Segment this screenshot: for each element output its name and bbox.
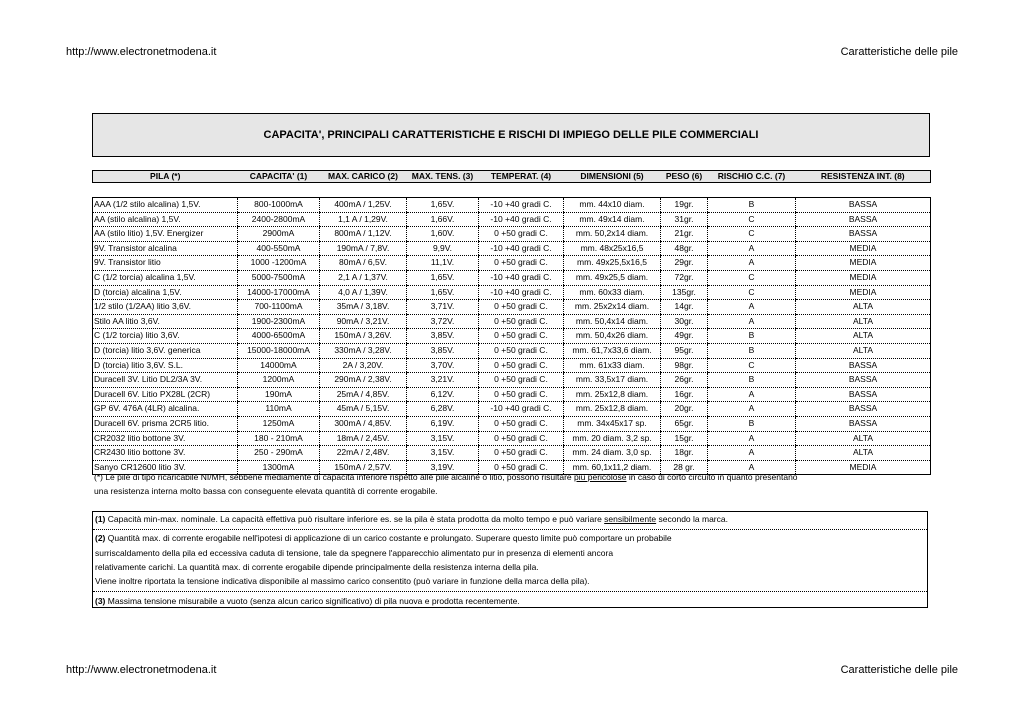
table-cell: MEDIA [796,460,931,475]
table-row [93,241,931,256]
table-cell: 800mA / 1,12V. [320,227,407,242]
main-title-box [92,113,930,157]
table-cell: 800-1000mA [238,198,320,213]
table-cell: 1300mA [238,460,320,475]
table-row [93,373,931,388]
table-cell: mm. 25x12,8 diam. [564,402,661,417]
table-cell: MEDIA [796,270,931,285]
table-cell: A [708,402,796,417]
table-cell: 14000-17000mA [238,285,320,300]
table-cell: 45mA / 5,15V. [320,402,407,417]
table-row [93,300,931,315]
table-cell: C [708,270,796,285]
table-cell: CR2430 litio bottone 3V. [93,446,238,461]
table-cell: -10 +40 gradi C. [479,198,564,213]
table-cell: 14000mA [238,358,320,373]
table-cell: 15000-18000mA [238,343,320,358]
table-cell: 35mA / 3,18V. [320,300,407,315]
note-2-line-2: surriscaldamento della pila ed eccessiva caduta di tensione, tale da spegnere l'apparecchio alimentato pur in presenza di elementi ancora [95,548,614,558]
table-cell: mm. 61x33 diam. [564,358,661,373]
table-cell: 1250mA [238,416,320,431]
table-row [93,256,931,271]
note-2-line-4: Viene inoltre riportata la tensione indicativa disponibile al massimo carico consentito (può variare in funzione della marca della pila). [95,576,590,586]
table-cell: 21gr. [661,227,708,242]
table-cell: mm. 33,5x17 diam. [564,373,661,388]
table-cell: 18mA / 2,45V. [320,431,407,446]
table-cell: 1,60V. [407,227,479,242]
table-cell: 0 +50 gradi C. [479,329,564,344]
table-cell: 3,15V. [407,431,479,446]
footnote-underlined: più pericolose [574,472,627,482]
table-cell: 6,19V. [407,416,479,431]
table-cell: mm. 49x25,5x16,5 [564,256,661,271]
column-header: RESISTENZA INT. (8) [820,171,905,181]
table-cell: 3,85V. [407,329,479,344]
table-cell: 6,28V. [407,402,479,417]
note-2-number: (2) [95,533,106,543]
table-cell: MEDIA [796,256,931,271]
table-cell: 11,1V. [407,256,479,271]
note-1-underlined: sensibilmente [604,514,657,524]
table-cell: mm. 50,4x26 diam. [564,329,661,344]
column-header: DIMENSIONI (5) [580,171,644,181]
column-header: RISCHIO C.C. (7) [717,171,786,181]
table-cell: 300mA / 4,85V. [320,416,407,431]
column-header: CAPACITA' (1) [249,171,308,181]
footnote-line-1 [94,472,798,483]
table-cell: 98gr. [661,358,708,373]
table-row [93,198,931,213]
table-cell: C [708,358,796,373]
table-cell: -10 +40 gradi C. [479,270,564,285]
table-cell: 290mA / 2,38V. [320,373,407,388]
table-cell: 9V. Transistor alcalina [93,241,238,256]
table-row [93,314,931,329]
battery-table-body [93,198,931,475]
table-cell: 0 +50 gradi C. [479,300,564,315]
table-cell: mm. 34x45x17 sp. [564,416,661,431]
table-cell: 25mA / 4,85V. [320,387,407,402]
table-cell: ALTA [796,300,931,315]
header-url: http://www.electronetmodena.it [66,46,217,58]
column-header: MAX. TENS. (3) [411,171,474,181]
table-cell: 0 +50 gradi C. [479,416,564,431]
table-cell: MEDIA [796,241,931,256]
table-cell: 2400-2800mA [238,212,320,227]
table-cell: GP 6V. 476A (4LR) alcalina. [93,402,238,417]
table-cell: 16gr. [661,387,708,402]
table-cell: 0 +50 gradi C. [479,314,564,329]
note-divider [93,591,927,592]
table-cell: A [708,460,796,475]
table-cell: 1,1 A / 1,29V. [320,212,407,227]
table-cell: 30gr. [661,314,708,329]
table-cell: 0 +50 gradi C. [479,460,564,475]
table-cell: B [708,329,796,344]
table-cell: 3,85V. [407,343,479,358]
table-cell: mm. 50,2x14 diam. [564,227,661,242]
note-divider [93,529,927,530]
footnote-text: in caso di corto circuito in quanto presentano [626,472,798,482]
table-cell: 1,66V. [407,212,479,227]
table-cell: 0 +50 gradi C. [479,446,564,461]
table-cell: -10 +40 gradi C. [479,285,564,300]
table-cell: mm. 25x2x14 diam. [564,300,661,315]
table-cell: 3,15V. [407,446,479,461]
note-2-line-3: relativamente carichi. La quantità max. di corrente erogabile dipende principalmente della resistenza interna della pila. [95,562,539,572]
table-cell: 135gr. [661,285,708,300]
footnote-text: (*) Le pile di tipo ricaricabile NI/MH, sebbene mediamente di capacità inferiore rispetto alle pile alcaline o litio, possono risultare [94,472,575,482]
table-cell: mm. 49x14 diam. [564,212,661,227]
column-header: PESO (6) [665,171,703,181]
table-cell: ALTA [796,329,931,344]
table-cell: 2900mA [238,227,320,242]
table-cell: 250 - 290mA [238,446,320,461]
table-cell: 1,65V. [407,285,479,300]
table-cell: -10 +40 gradi C. [479,402,564,417]
table-cell: ALTA [796,431,931,446]
table-cell: 3,72V. [407,314,479,329]
table-cell: 3,19V. [407,460,479,475]
table-cell: BASSA [796,416,931,431]
table-cell: mm. 61,7x33,6 diam. [564,343,661,358]
table-row [93,285,931,300]
table-cell: AA (stilo alcalina) 1,5V. [93,212,238,227]
table-cell: 110mA [238,402,320,417]
table-cell: 9,9V. [407,241,479,256]
table-cell: 20gr. [661,402,708,417]
table-cell: BASSA [796,387,931,402]
table-cell: BASSA [796,358,931,373]
table-row [93,329,931,344]
table-cell: D (torcia) litio 3,6V. generica [93,343,238,358]
table-cell: B [708,416,796,431]
column-header: PILA (*) [150,171,181,181]
table-cell: mm. 24 diam. 3,0 sp. [564,446,661,461]
table-cell: 0 +50 gradi C. [479,227,564,242]
note-2-text: Quantità max. di corrente erogabile nell'ipotesi di applicazione di un carico costante e prolungato. Superare questo limite può comportare un probabile [105,533,672,543]
table-cell: 95gr. [661,343,708,358]
notes-box [92,511,928,608]
table-cell: 2,1 A / 1,37V. [320,270,407,285]
table-cell: MEDIA [796,285,931,300]
table-cell: mm. 60,1x11,2 diam. [564,460,661,475]
main-title: CAPACITA', PRINCIPALI CARATTERISTICHE E RISCHI DI IMPIEGO DELLE PILE COMMERCIALI [263,129,759,141]
table-cell: 150mA / 3,26V. [320,329,407,344]
table-cell: AA (stilo litio) 1,5V. Energizer [93,227,238,242]
table-cell: D (torcia) litio 3,6V. S.L. [93,358,238,373]
note-1 [95,514,728,525]
table-cell: 15gr. [661,431,708,446]
table-cell: Duracell 3V. Litio DL2/3A 3V. [93,373,238,388]
column-header-row [93,171,931,183]
table-row [93,387,931,402]
table-cell: 0 +50 gradi C. [479,387,564,402]
table-row [93,358,931,373]
table-cell: 80mA / 6,5V. [320,256,407,271]
table-cell: 2A / 3,20V. [320,358,407,373]
table-cell: mm. 44x10 diam. [564,198,661,213]
table-cell: mm. 48x25x16,5 [564,241,661,256]
table-row [93,402,931,417]
footer-title: Caratteristiche delle pile [840,664,958,676]
table-cell: BASSA [796,227,931,242]
table-cell: 3,70V. [407,358,479,373]
table-cell: BASSA [796,212,931,227]
table-cell: 31gr. [661,212,708,227]
table-cell: 0 +50 gradi C. [479,358,564,373]
table-cell: A [708,431,796,446]
table-cell: mm. 25x12,8 diam. [564,387,661,402]
table-cell: 48gr. [661,241,708,256]
table-cell: B [708,343,796,358]
header-title: Caratteristiche delle pile [840,46,958,58]
table-row [93,431,931,446]
table-cell: 14gr. [661,300,708,315]
table-cell: 400-550mA [238,241,320,256]
table-cell: Duracell 6V. Litio PX28L (2CR) [93,387,238,402]
table-cell: 5000-7500mA [238,270,320,285]
table-cell: AAA (1/2 stilo alcalina) 1,5V. [93,198,238,213]
table-cell: C [708,285,796,300]
table-cell: 1/2 stilo (1/2AA) litio 3,6V. [93,300,238,315]
column-header: MAX. CARICO (2) [328,171,398,181]
table-cell: 1200mA [238,373,320,388]
table-cell: 18gr. [661,446,708,461]
table-cell: 1000 -1200mA [238,256,320,271]
column-header: TEMPERAT. (4) [490,171,552,181]
table-cell: mm. 60x33 diam. [564,285,661,300]
table-cell: C [708,212,796,227]
table-cell: 65gr. [661,416,708,431]
table-cell: Duracell 6V. prisma 2CR5 litio. [93,416,238,431]
table-cell: C [708,227,796,242]
footnote-line-2: una resistenza interna molto bassa con conseguente elevata quantità di corrente erogabile. [94,486,438,496]
note-3-number: (3) [95,596,106,606]
table-cell: 330mA / 3,28V. [320,343,407,358]
table-cell: 0 +50 gradi C. [479,343,564,358]
table-cell: Stilo AA litio 3,6V. [93,314,238,329]
table-cell: 9V. Transistor litio [93,256,238,271]
table-cell: 0 +50 gradi C. [479,373,564,388]
table-row [93,212,931,227]
table-cell: 4000-6500mA [238,329,320,344]
table-row [93,416,931,431]
table-cell: BASSA [796,373,931,388]
note-1-text: Capacità min-max. nominale. La capacità effettiva può risultare inferiore es. se la pila è stata prodotta da molto tempo e può variare [105,514,605,524]
table-cell: 26gr. [661,373,708,388]
table-cell: 400mA / 1,25V. [320,198,407,213]
table-cell: mm. 50,4x14 diam. [564,314,661,329]
table-cell: 1,65V. [407,270,479,285]
battery-table [92,197,931,475]
note-1-text-end: secondo la marca. [656,514,728,524]
note-1-number: (1) [95,514,106,524]
table-cell: 49gr. [661,329,708,344]
table-cell: B [708,198,796,213]
table-cell: C (1/2 torcia) litio 3,6V. [93,329,238,344]
table-cell: Sanyo CR12600 litio 3V. [94,461,186,472]
note-2 [95,533,672,544]
table-cell: 180 - 210mA [238,431,320,446]
table-row [93,446,931,461]
table-cell: A [708,241,796,256]
table-cell: A [708,446,796,461]
table-cell: mm. 49x25,5 diam. [564,270,661,285]
table-cell: 190mA / 7,8V. [320,241,407,256]
table-cell: CR2032 litio bottone 3V. [93,431,238,446]
column-header-table [92,170,931,183]
table-cell: 1900-2300mA [238,314,320,329]
table-cell: B [708,373,796,388]
table-cell: A [708,256,796,271]
footer-url: http://www.electronetmodena.it [66,664,217,676]
table-cell: 0 +50 gradi C. [479,431,564,446]
table-cell: A [708,300,796,315]
table-cell: 90mA / 3,21V. [320,314,407,329]
table-cell: 3,71V. [407,300,479,315]
note-3 [95,596,520,607]
table-cell: A [708,314,796,329]
table-cell: 72gr. [661,270,708,285]
table-cell: 190mA [238,387,320,402]
table-row [93,227,931,242]
table-cell: C (1/2 torcia) alcalina 1,5V. [93,270,238,285]
table-cell: D (torcia) alcalina 1,5V. [93,285,238,300]
table-cell: 28 gr. [661,460,708,475]
table-cell: 1,65V. [407,198,479,213]
table-cell: BASSA [796,402,931,417]
table-cell: 700-1100mA [238,300,320,315]
table-cell: ALTA [796,446,931,461]
table-cell: 0 +50 gradi C. [479,256,564,271]
table-cell: 4,0 A / 1,39V. [320,285,407,300]
table-cell: BASSA [796,198,931,213]
table-cell: 3,21V. [407,373,479,388]
note-3-text: Massima tensione misurabile a vuoto (senza alcun carico significativo) di pila nuova e prodotta recentemente. [105,596,520,606]
table-cell: 29gr. [661,256,708,271]
table-cell: -10 +40 gradi C. [479,212,564,227]
table-row [93,270,931,285]
table-cell: ALTA [796,343,931,358]
table-cell: 22mA / 2,48V. [320,446,407,461]
table-row [93,343,931,358]
table-cell: ALTA [796,314,931,329]
table-cell: -10 +40 gradi C. [479,241,564,256]
table-cell: 19gr. [661,198,708,213]
table-cell: 150mA / 2,57V. [320,460,407,475]
table-cell: mm. 20 diam. 3,2 sp. [564,431,661,446]
table-cell: 6,12V. [407,387,479,402]
table-cell: A [708,387,796,402]
